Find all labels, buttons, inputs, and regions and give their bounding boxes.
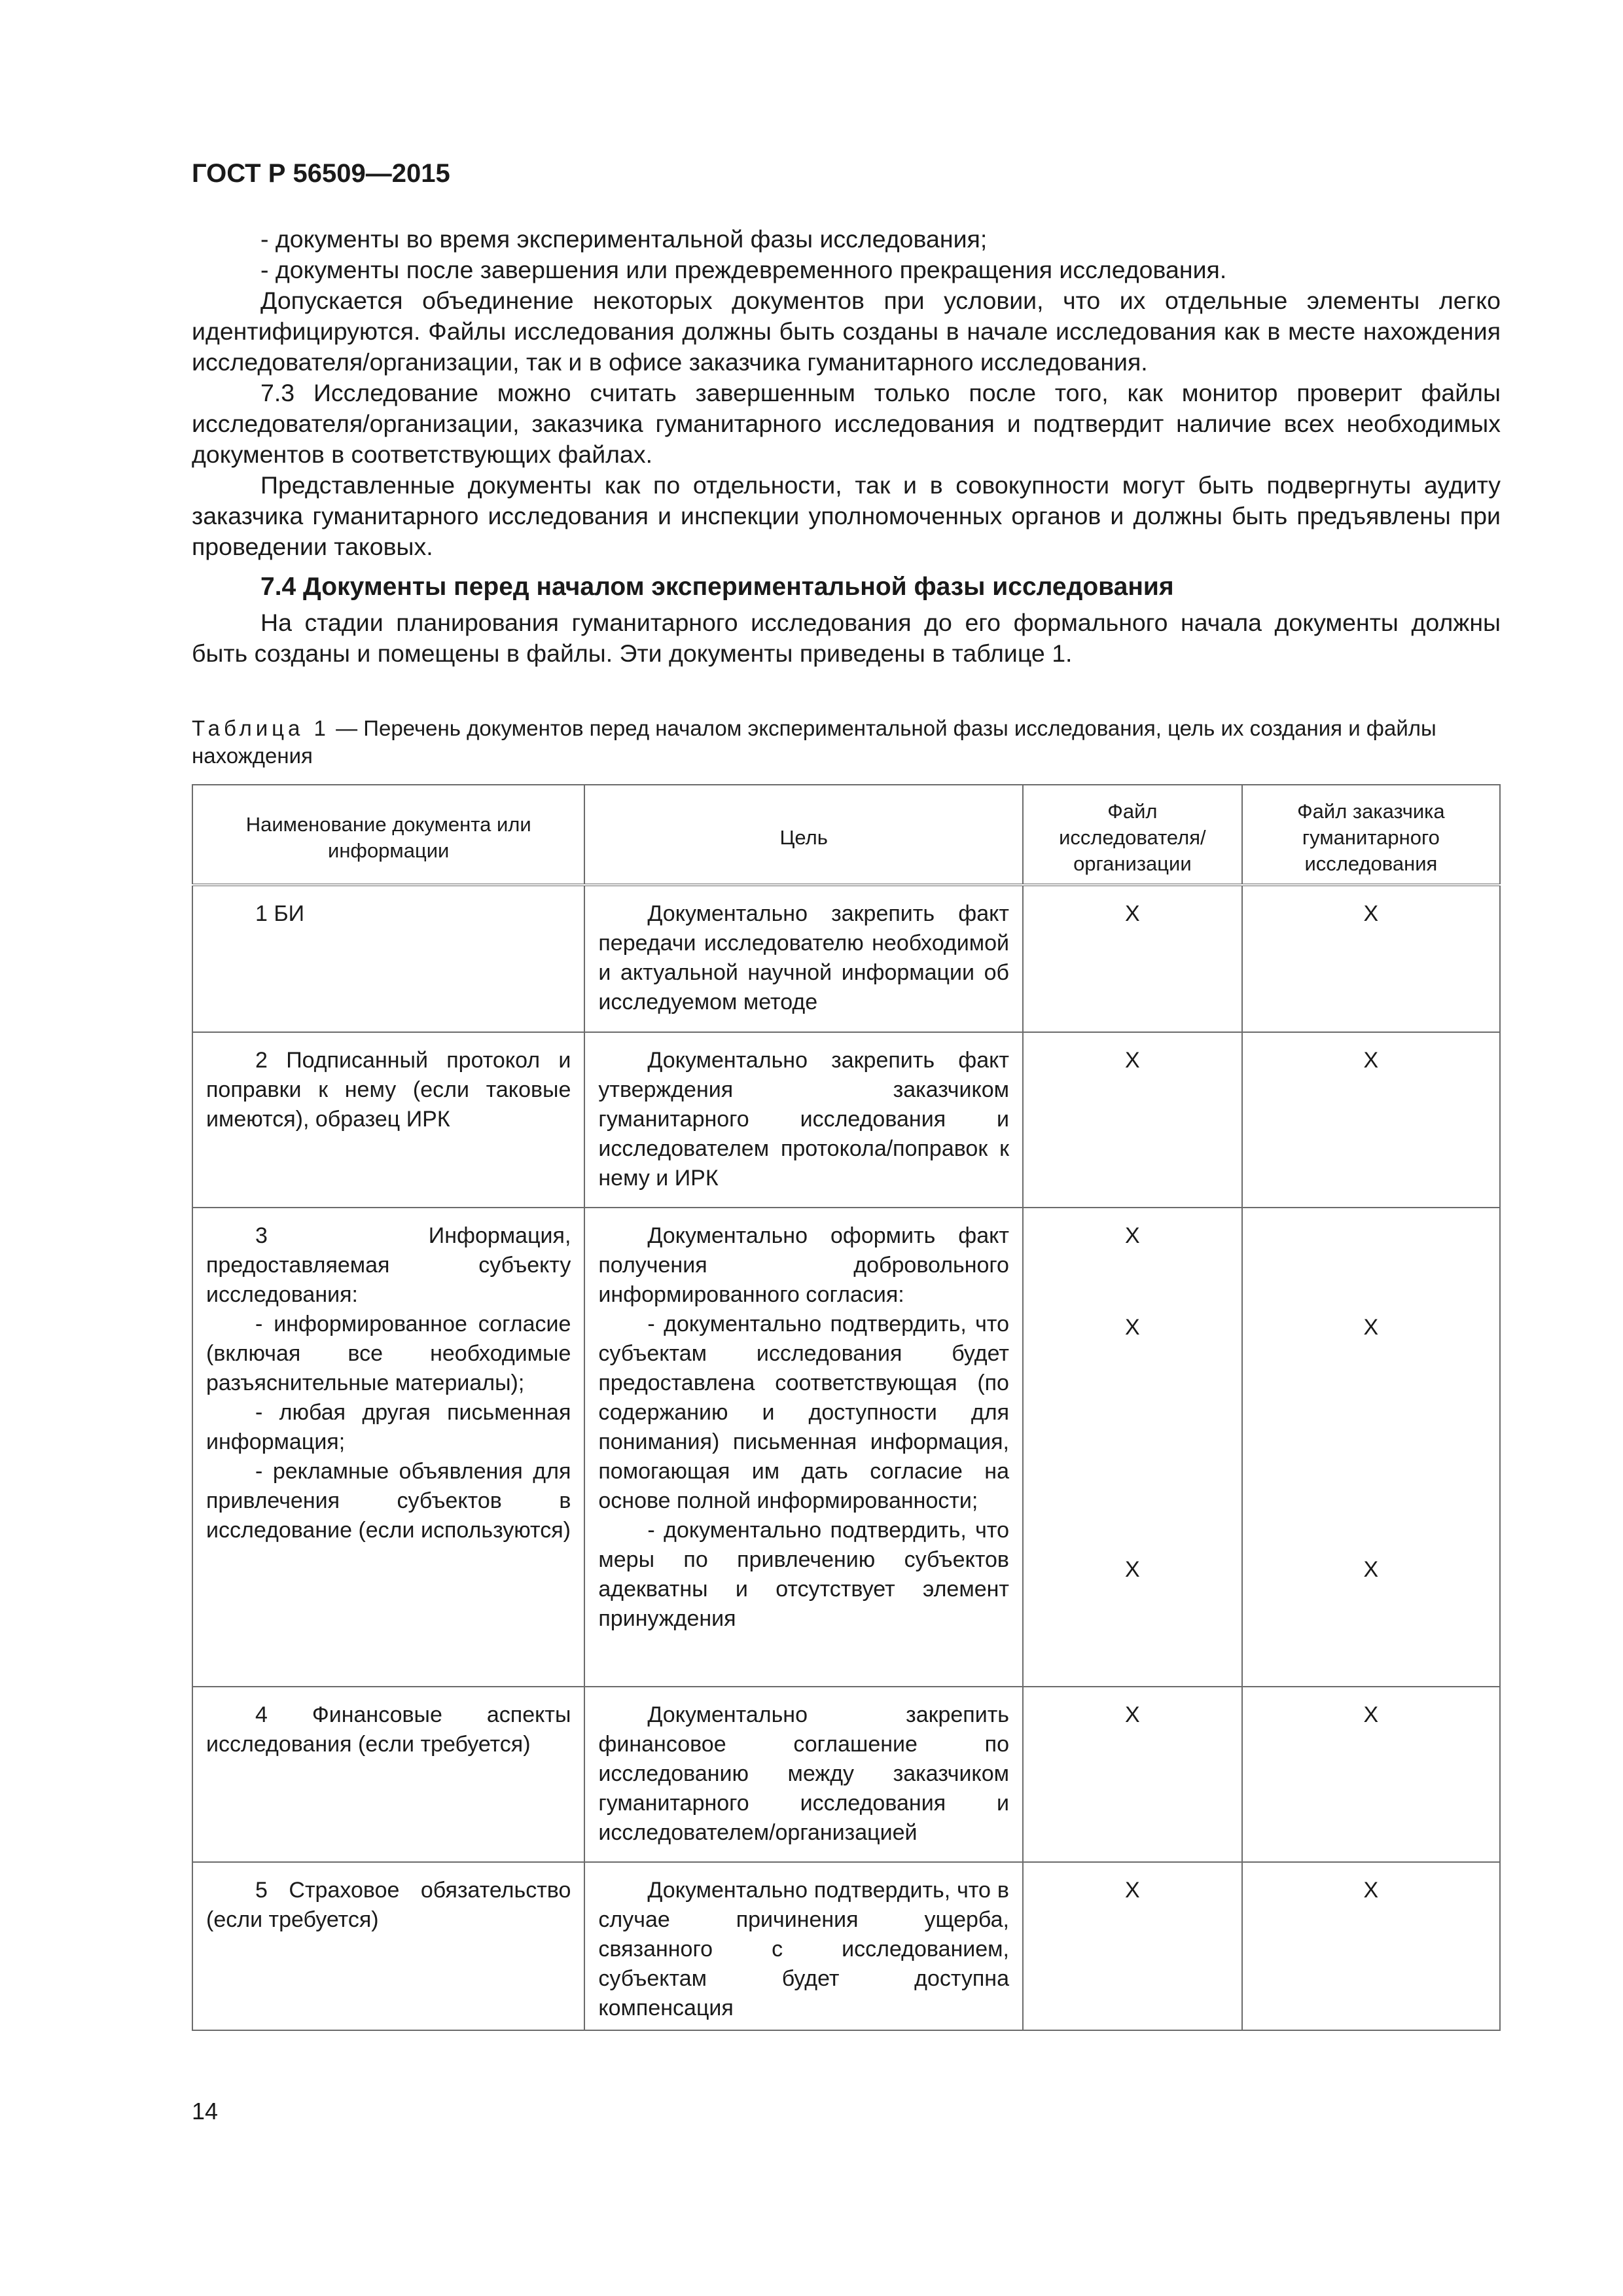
table-caption [192, 715, 1501, 770]
investigator-mark: X [1125, 1223, 1140, 1248]
purpose-cell [584, 1208, 1023, 1687]
sponsor-mark: X [1242, 885, 1500, 1032]
investigator-mark: X [1023, 1687, 1242, 1862]
table-row [192, 1032, 1500, 1208]
column-header-sponsor-file: Файл заказчика гуманитарного исследования [1242, 785, 1500, 885]
table-caption-label: Таблица 1 [192, 716, 330, 740]
paragraph: Допускается объединение некоторых документов при условии, что их отдельные элементы легко идентифицируются. Файлы исследования должны быть созданы в начале исследования как в месте нахождения исследователя/организации, так и в офисе заказчика гуманитарного исследования. [192, 287, 1501, 376]
document-text: 3 Информация, предоставляемая субъекту исследования: [206, 1223, 571, 1307]
list-item: - документы во время экспериментальной фазы исследования; [260, 225, 988, 253]
document-text: - любая другая письменная информация; [206, 1400, 571, 1454]
purpose-cell: Документально закрепить факт передачи исследователю необходимой и актуальной научной информации об исследуемом методе [584, 885, 1023, 1032]
sponsor-mark: X [1363, 1557, 1379, 1582]
document-cell: 2 Подписанный протокол и поправки к нему (если таковые имеются), образец ИРК [192, 1032, 584, 1208]
sponsor-mark: X [1363, 1315, 1379, 1340]
page-number: 14 [192, 2098, 219, 2125]
investigator-mark: X [1125, 1557, 1140, 1582]
purpose-cell: Документально подтвердить, что в случае причинения ущерба, связанного с исследованием, субъектам будет доступна компенсация [584, 1862, 1023, 2030]
paragraph: На стадии планирования гуманитарного исследования до его формального начала документы должны быть созданы и помещены в файлы. Эти документы приведены в таблице 1. [192, 609, 1501, 667]
document-cell: 5 Страховое обязательство (если требуется) [192, 1862, 584, 2030]
paragraph: 7.3 Исследование можно считать завершенным только после того, как монитор проверит файлы исследователя/организации, заказчика гуманитарного исследования и подтвердит наличие всех необходимых документов в соответствующих файлах. [192, 379, 1501, 468]
investigator-mark: X [1023, 885, 1242, 1032]
sponsor-mark: X [1242, 1862, 1500, 2030]
table-row [192, 1862, 1500, 2030]
section-heading: 7.4 Документы перед началом экспериментальной фазы исследования [260, 573, 1174, 601]
table-caption-text: — Перечень документов перед началом экспериментальной фазы исследования, цель их создания и файлы нахождения [192, 716, 1436, 768]
sponsor-mark: X [1242, 1032, 1500, 1208]
table-row [192, 1687, 1500, 1862]
investigator-mark: X [1023, 1032, 1242, 1208]
document-text: - информированное согласие (включая все необходимые разъяснительные материалы); [206, 1312, 571, 1395]
purpose-text: - документально подтвердить, что субъектам исследования будет предоставлена соответствующая (по содержанию и доступности для понимания) письменная информация, помогающая им дать согласие на основе полной информированности; [598, 1312, 1009, 1513]
investigator-mark: X [1023, 1862, 1242, 2030]
purpose-text: - документально подтвердить, что меры по привлечению субъектов адекватны и отсутствует элемент принуждения [598, 1518, 1009, 1631]
table-row [192, 885, 1500, 1032]
documents-table [192, 784, 1501, 2031]
column-header-purpose: Цель [584, 785, 1023, 885]
document-cell: 4 Финансовые аспекты исследования (если требуется) [192, 1687, 584, 1862]
document-cell: 1 БИ [192, 885, 584, 1032]
body-text [192, 224, 1501, 669]
paragraph: Представленные документы как по отдельности, так и в совокупности могут быть подвергнуты аудиту заказчика гуманитарного исследования и инспекции уполномоченных органов и должны быть предъявлены при проведении таковых. [192, 471, 1501, 560]
table-header-row [192, 785, 1500, 885]
column-header-investigator-file: Файл исследователя/организации [1023, 785, 1242, 885]
column-header-document: Наименование документа или информации [192, 785, 584, 885]
page-header: ГОСТ Р 56509—2015 [192, 159, 450, 188]
investigator-mark-cell [1023, 1208, 1242, 1687]
purpose-cell: Документально закрепить факт утверждения заказчиком гуманитарного исследования и исследователем протокола/поправок к нему и ИРК [584, 1032, 1023, 1208]
sponsor-mark: X [1242, 1687, 1500, 1862]
sponsor-mark-cell [1242, 1208, 1500, 1687]
purpose-text: Документально оформить факт получения добровольного информированного согласия: [598, 1223, 1009, 1307]
document-text: - рекламные объявления для привлечения субъектов в исследование (если используются) [206, 1459, 571, 1543]
document-cell [192, 1208, 584, 1687]
investigator-mark: X [1125, 1315, 1140, 1340]
purpose-cell: Документально закрепить финансовое соглашение по исследованию между заказчиком гуманитарного исследования и исследователем/организацией [584, 1687, 1023, 1862]
list-item: - документы после завершения или преждевременного прекращения исследования. [260, 256, 1227, 283]
table-row [192, 1208, 1500, 1687]
